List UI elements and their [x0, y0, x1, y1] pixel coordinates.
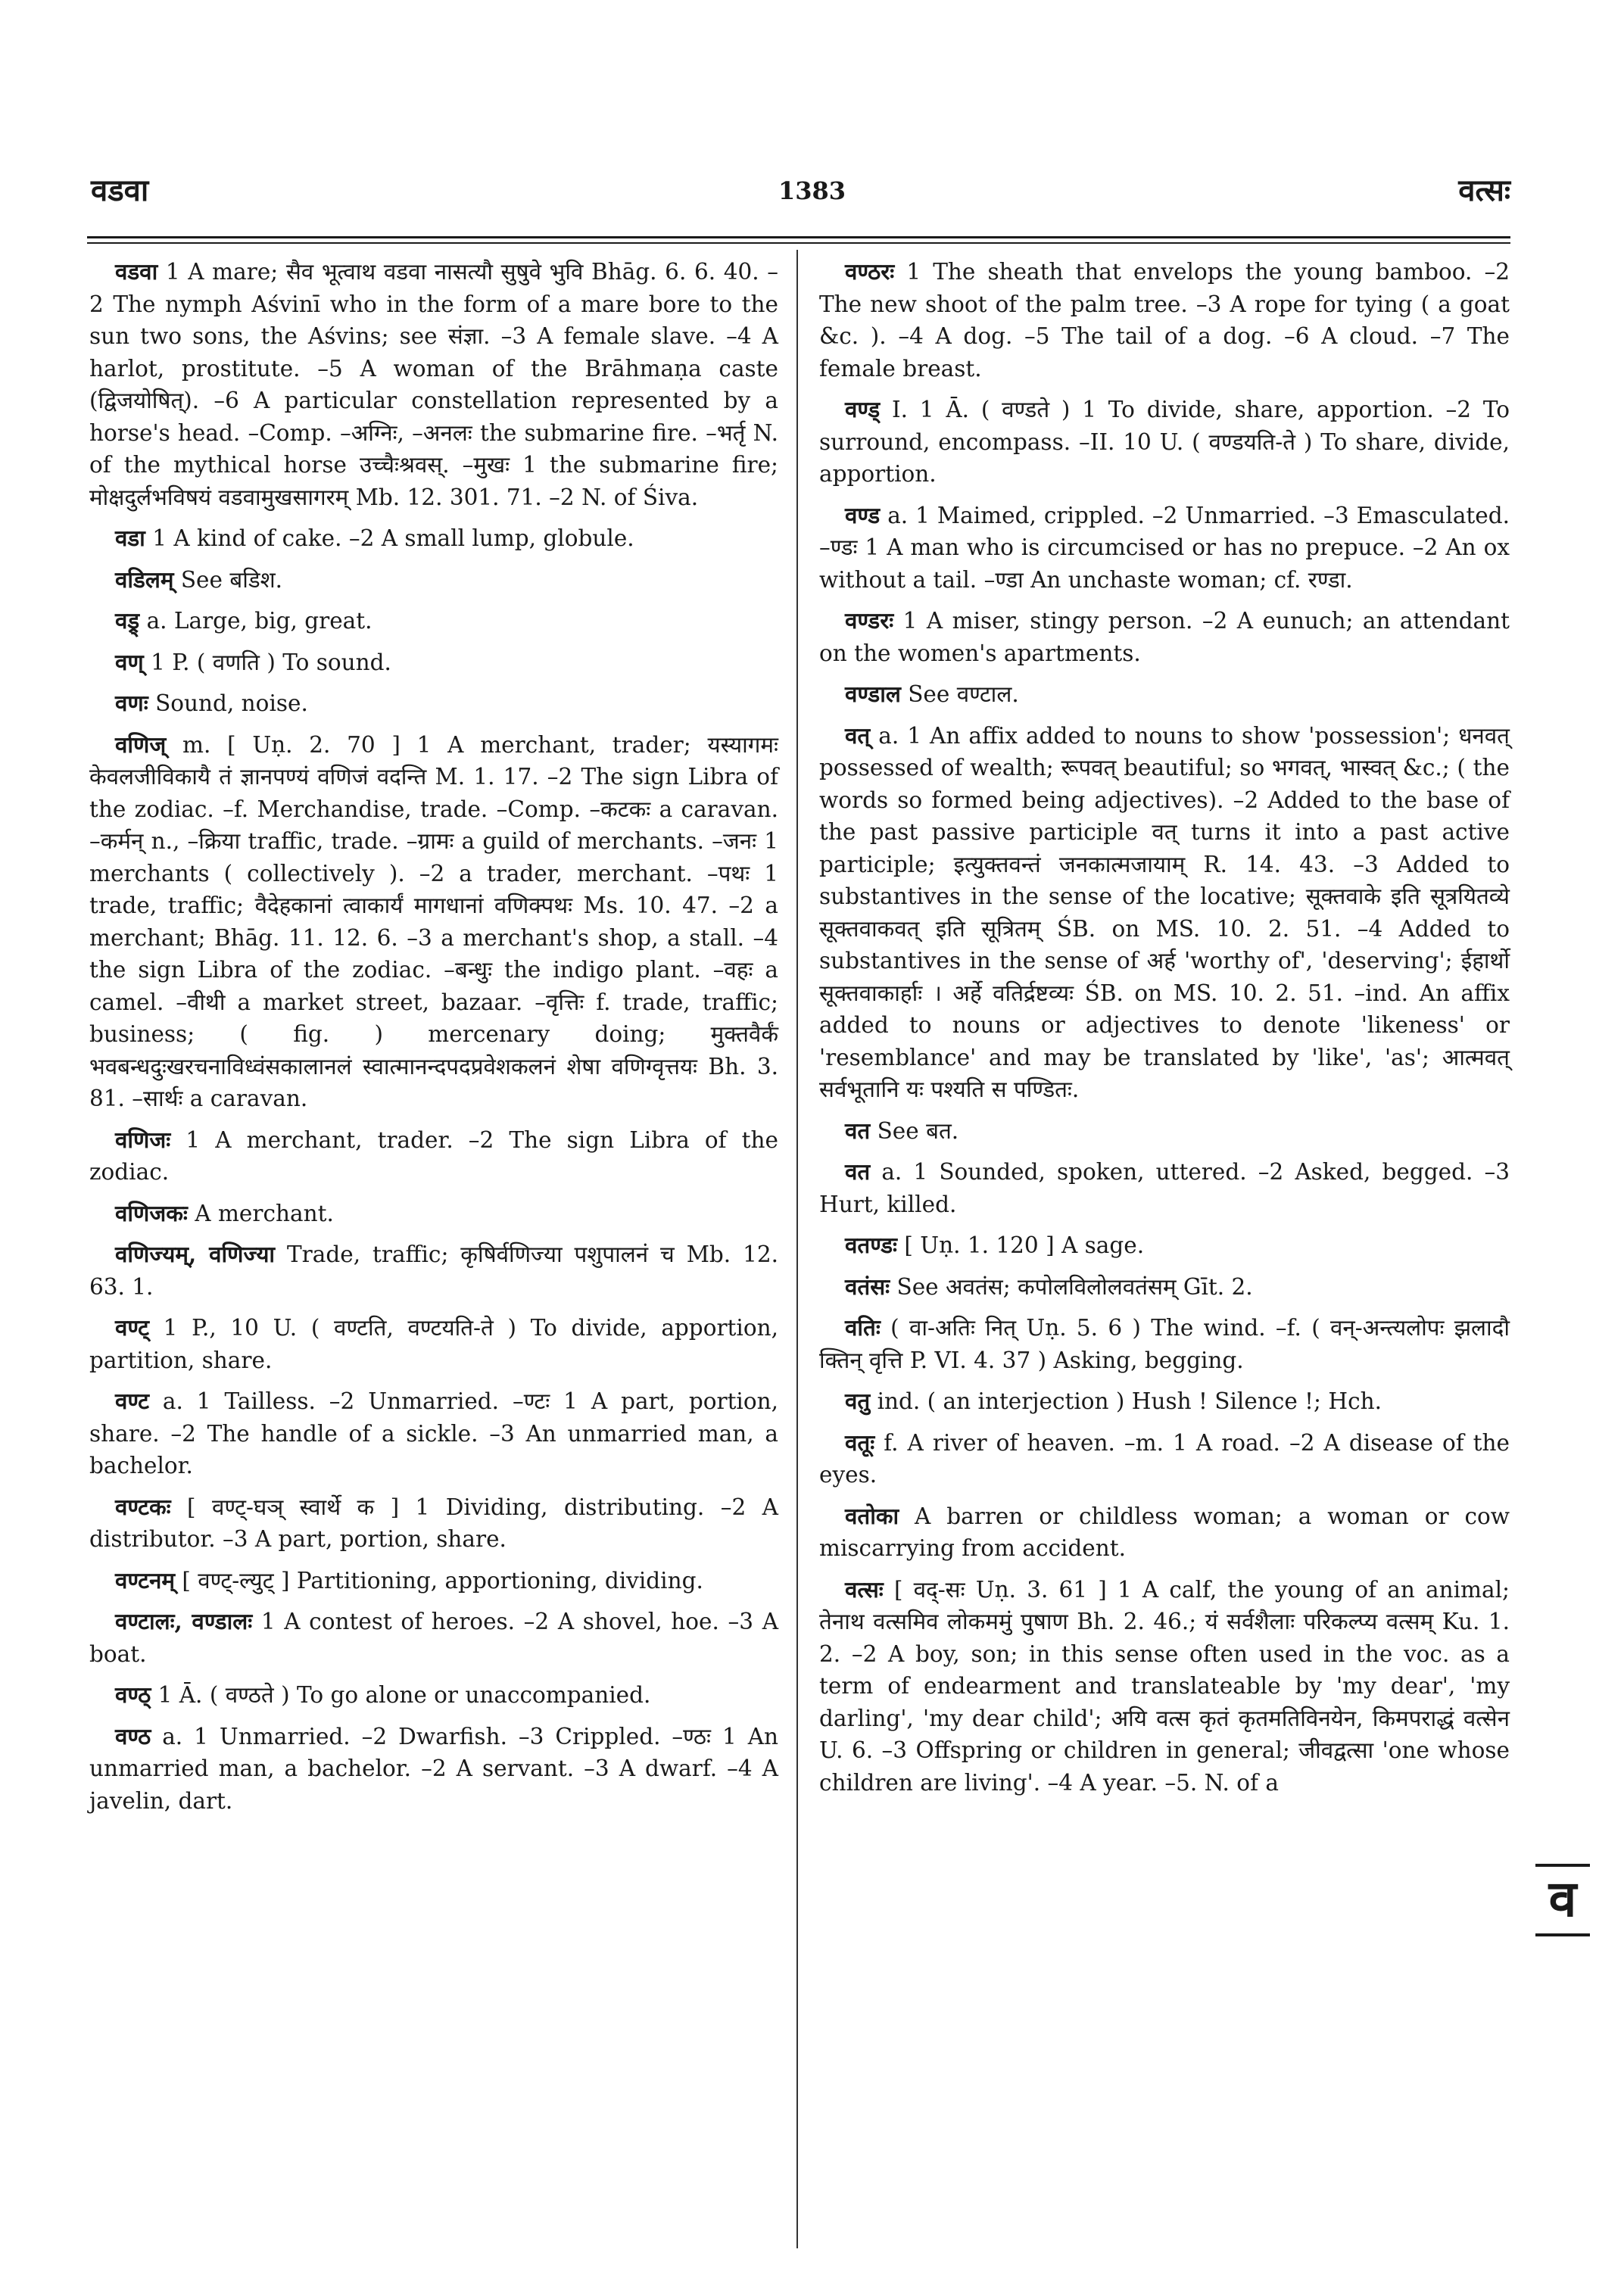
dictionary-entry — [89, 1679, 778, 1712]
dictionary-entry — [89, 256, 778, 513]
entry-headword: वण्ठ — [115, 1722, 151, 1749]
entry-definition: 1 A kind of cake. –2 A small lump, globule. — [145, 525, 634, 551]
entry-headword: वण्टकः — [115, 1493, 171, 1520]
entry-definition: a. 1 An affix added to nouns to show 'possession'; धनवत् possessed of wealth; रूपवत् beautiful; so भगवत्, भास्वत् &c.; ( the words so formed being adjectives). –2 Added to the base of the past passive participle वत् turns it into a past active participle; इत्युक्तवन्तं जनकात्मजायाम् R. 14. 43. –3 Added to substantives in the sense of the locative; सूक्तवाके इति सूत्रयितव्ये सूक्तवाकवत् इति सूत्रितम् ŚB. on MS. 10. 2. 51. –4 Added to substantives in the sense of अर्ह 'worthy of', 'deserving'; ईहार्थो सूक्तवाकार्हाः । अर्हे वतिर्द्रष्टव्यः ŚB. on MS. 10. 2. 51. –ind. An affix added to nouns or adjectives to denote 'likeness' or 'resemblance' and may be translated by 'like', 'as'; आत्मवत् सर्वभूतानि यः पश्यति स पण्डितः. — [819, 722, 1510, 1102]
entry-definition: 1 A merchant, trader. –2 The sign Libra of the zodiac. — [89, 1126, 778, 1185]
entry-definition: See बडिश. — [173, 566, 283, 593]
entry-headword: वत — [845, 1117, 871, 1144]
entry-definition: m. [ Uṇ. 2. 70 ] 1 A merchant, trader; यस्यागमः केवलजीविकायै तं ज्ञानपण्यं वणिजं वदन्ति M. 1. 17. –2 The sign Libra of the zodiac. –f. Merchandise, trade. –Comp. –कटकः a caravan. –कर्मन् n., –क्रिया traffic, trade. –ग्रामः a guild of merchants. –जनः 1 merchants ( collectively ). –2 a trader, merchant. –पथः 1 trade, traffic; वैदेहकानां त्वाकार्यं मागधानां वणिक्पथः Ms. 10. 47. –2 a merchant; Bhāg. 11. 12. 6. –3 a merchant's shop, a stall. –4 the sign Libra of the zodiac. –बन्धुः the indigo plant. –वहः a camel. –वीथी a market street, bazaar. –वृत्तिः f. trade, traffic; business; ( fig. ) mercenary doing; मुक्तवैर्कं भवबन्धदुःखरचनाविध्वंसकालानलं स्वात्मानन्दपदप्रवेशकलनं शेषा वणिग्वृत्तयः Bh. 3. 81. –सार्थः a caravan. — [89, 731, 778, 1111]
entry-definition: [ वण्ट्-ल्युट् ] Partitioning, apportioning, dividing. — [174, 1567, 703, 1594]
dictionary-entry — [819, 1574, 1510, 1799]
entry-headword: वत — [845, 1158, 871, 1185]
entry-headword: वण्ठ् — [115, 1681, 151, 1708]
entry-headword: वण्डाल — [845, 681, 901, 707]
entry-definition: I. 1 Ā. ( वण्डते ) 1 To divide, share, apportion. –2 To surround, encompass. –II. 10 U. ( वण्डयति-ते ) To share, divide, apportion. — [819, 397, 1510, 487]
dictionary-entry — [89, 1385, 778, 1482]
entry-headword: वतण्डः — [845, 1232, 897, 1258]
entry-headword: वडवा — [115, 258, 158, 285]
entry-headword: वण्टालः, वण्डालः — [115, 1608, 253, 1634]
entry-headword: वत् — [845, 721, 871, 749]
dictionary-entry — [819, 1385, 1510, 1418]
entry-headword: वतोका — [845, 1502, 899, 1529]
dictionary-entry — [89, 1198, 778, 1230]
entry-definition: a. 1 Maimed, crippled. –2 Unmarried. –3 Emasculated. –ण्डः 1 A man who is circumcised or has no prepuce. –2 An ox without a tail. –ण्डा An unchaste woman; cf. रण्डा. — [819, 502, 1510, 593]
entry-headword: वत्सः — [845, 1575, 884, 1603]
dictionary-entry — [819, 1500, 1510, 1565]
column-divider — [796, 250, 798, 2248]
entry-headword: वतंसः — [845, 1273, 890, 1300]
entry-headword: वण्ठरः — [845, 258, 895, 285]
dictionary-entry — [89, 1606, 778, 1670]
right-column — [819, 256, 1510, 1808]
dictionary-entry — [819, 605, 1510, 669]
entry-headword: वतूः — [845, 1428, 875, 1456]
dictionary-entry — [89, 1565, 778, 1597]
entry-definition: See वण्टाल. — [900, 681, 1019, 707]
header-left-headword: वडवा — [91, 173, 149, 208]
dictionary-entry — [819, 500, 1510, 597]
entry-headword: वडिलम् — [115, 565, 174, 593]
thumb-index-tab: व — [1535, 1864, 1590, 1936]
entry-headword: वणिज् — [115, 731, 167, 758]
dictionary-entry — [89, 1238, 778, 1303]
dictionary-entry — [819, 1156, 1510, 1220]
page-number: 1383 — [778, 176, 846, 205]
entry-definition: [ Uṇ. 1. 120 ] A sage. — [896, 1232, 1145, 1258]
entry-headword: वड्र् — [115, 607, 140, 634]
entry-definition: A barren or childless woman; a woman or cow miscarrying from accident. — [819, 1503, 1510, 1561]
entry-definition: a. 1 Tailless. –2 Unmarried. –ण्टः 1 A part, portion, share. –2 The handle of a sickle. –3 An unmarried man, a bachelor. — [89, 1388, 778, 1478]
entry-definition: f. A river of heaven. –m. 1 A road. –2 A disease of the eyes. — [819, 1429, 1510, 1488]
entry-definition: ind. ( an interjection ) Hush ! Silence !; Hch. — [870, 1388, 1382, 1414]
dictionary-entry — [89, 1124, 778, 1189]
dictionary-entry — [819, 256, 1510, 385]
entry-headword: वडा — [115, 525, 145, 551]
dictionary-entry — [89, 1721, 778, 1818]
dictionary-entry — [89, 646, 778, 679]
left-column — [89, 256, 778, 1826]
entry-definition: 1 A contest of heroes. –2 A shovel, hoe. –3 A boat. — [89, 1609, 778, 1667]
entry-definition: Trade, traffic; कृषिर्वणिज्या पशुपालनं च Mb. 12. 63. 1. — [89, 1242, 778, 1300]
entry-definition: 1 P. ( वणति ) To sound. — [143, 649, 391, 675]
entry-headword: वणः — [115, 690, 148, 716]
dictionary-entry — [89, 522, 778, 555]
dictionary-entry — [89, 605, 778, 637]
entry-definition: a. 1 Sounded, spoken, uttered. –2 Asked, begged. –3 Hurt, killed. — [819, 1159, 1510, 1217]
dictionary-entry — [819, 1271, 1510, 1304]
dictionary-entry — [819, 1115, 1510, 1148]
entry-definition: See बत. — [870, 1117, 959, 1144]
dictionary-entry — [819, 1229, 1510, 1262]
entry-headword: वण्ड् — [845, 396, 881, 422]
dictionary-entry — [819, 394, 1510, 491]
dictionary-entry — [819, 678, 1510, 711]
entry-headword: वण्ट — [115, 1388, 149, 1414]
entry-headword: वतिः — [845, 1314, 881, 1341]
entry-headword: वणिज्यम्, वणिज्या — [115, 1241, 276, 1267]
entry-headword: वण्डरः — [845, 607, 894, 634]
dictionary-entry — [89, 729, 778, 1115]
entry-definition: Sound, noise. — [148, 690, 308, 716]
header-right-headword: वत्सः — [1458, 173, 1510, 208]
entry-definition: 1 A mare; सैव भूत्वाथ वडवा नासत्यौ सुषुवे भुवि Bhāg. 6. 6. 40. –2 The nymph Aśvinī who in the form of a mare bore to the sun two sons, the Aśvins; see संज्ञा. –3 A female slave. –4 A harlot, prostitute. –5 A woman of the Brāhmaṇa caste (द्विजयोषित्). –6 A particular constellation represented by a horse's head. –Comp. –अग्निः, –अनलः the submarine fire. –भर्तृ N. of the mythical horse उच्चैःश्रवस्. –मुखः 1 the submarine fire; मोक्षदुर्लभविषयं वडवामुखसागरम् Mb. 12. 301. 71. –2 N. of Śiva. — [89, 259, 778, 510]
entry-definition: A merchant. — [187, 1200, 334, 1226]
dictionary-entry — [89, 564, 778, 597]
entry-headword: वण्ट् — [115, 1314, 149, 1341]
entry-headword: वण्टनम् — [115, 1566, 175, 1594]
entry-headword: वणिजः — [115, 1126, 171, 1153]
entry-definition: 1 Ā. ( वण्ठते ) To go alone or unaccompanied. — [151, 1682, 651, 1708]
entry-definition: [ वण्ट्-घञ् स्वार्थे क ] 1 Dividing, distributing. –2 A distributor. –3 A part, portion, share. — [89, 1494, 778, 1552]
entry-definition: [ वद्-सः Uṇ. 3. 61 ] 1 A calf, the young of an animal; तेनाथ वत्समिव लोकममुं पुषाण Bh. 2. 46.; यं सर्वशैलाः परिकल्प्य वत्सम् Ku. 1. 2. –2 A boy, son; in this sense often used in the voc. as a term of endearment and translateable by 'my dear', 'my darling', 'my dear child'; अयि वत्स कृतं कृतमतिविनयेन, किमपराद्धं वत्सेन U. 6. –3 Offspring or children in general; जीवद्वत्सा 'one whose children are living'. –4 A year. –5. N. of a — [819, 1576, 1510, 1796]
dictionary-entry — [89, 687, 778, 720]
entry-headword: वतु — [845, 1388, 871, 1414]
entry-definition: 1 A miser, stingy person. –2 A eunuch; an attendant on the women's apartments. — [819, 608, 1510, 666]
header-rule-thin — [87, 242, 1510, 244]
entry-definition: See अवतंस; कपोलविलोलवतंसम् Gīt. 2. — [890, 1273, 1253, 1300]
entry-definition: ( वा-अतिः नित् Uṇ. 5. 6 ) The wind. –f. ( वन्-अन्त्यलोपः झलादौ क्तिन् वृत्ति P. VI. 4. 37 ) Asking, begging. — [819, 1315, 1510, 1373]
entry-definition: 1 The sheath that envelops the young bamboo. –2 The new shoot of the palm tree. –3 A rope for tying ( a goat &c. ). –4 A dog. –5 The tail of a dog. –6 A cloud. –7 The female breast. — [819, 259, 1510, 382]
dictionary-entry — [819, 1427, 1510, 1491]
entry-definition: 1 P., 10 U. ( वण्टति, वण्टयति-ते ) To divide, apportion, partition, share. — [89, 1315, 778, 1373]
dictionary-entry — [89, 1312, 778, 1376]
entry-headword: वणिजकः — [115, 1199, 188, 1226]
header-rule — [87, 236, 1510, 238]
dictionary-entry — [819, 720, 1510, 1106]
entry-headword: वण् — [115, 648, 144, 675]
dictionary-entry — [89, 1491, 778, 1556]
dictionary-entry — [819, 1312, 1510, 1376]
entry-definition: a. Large, big, great. — [139, 608, 372, 634]
entry-definition: a. 1 Unmarried. –2 Dwarfish. –3 Crippled. –ण्ठः 1 An unmarried man, a bachelor. –2 A servant. –3 A dwarf. –4 A javelin, dart. — [89, 1723, 778, 1814]
entry-headword: वण्ड — [845, 501, 881, 528]
